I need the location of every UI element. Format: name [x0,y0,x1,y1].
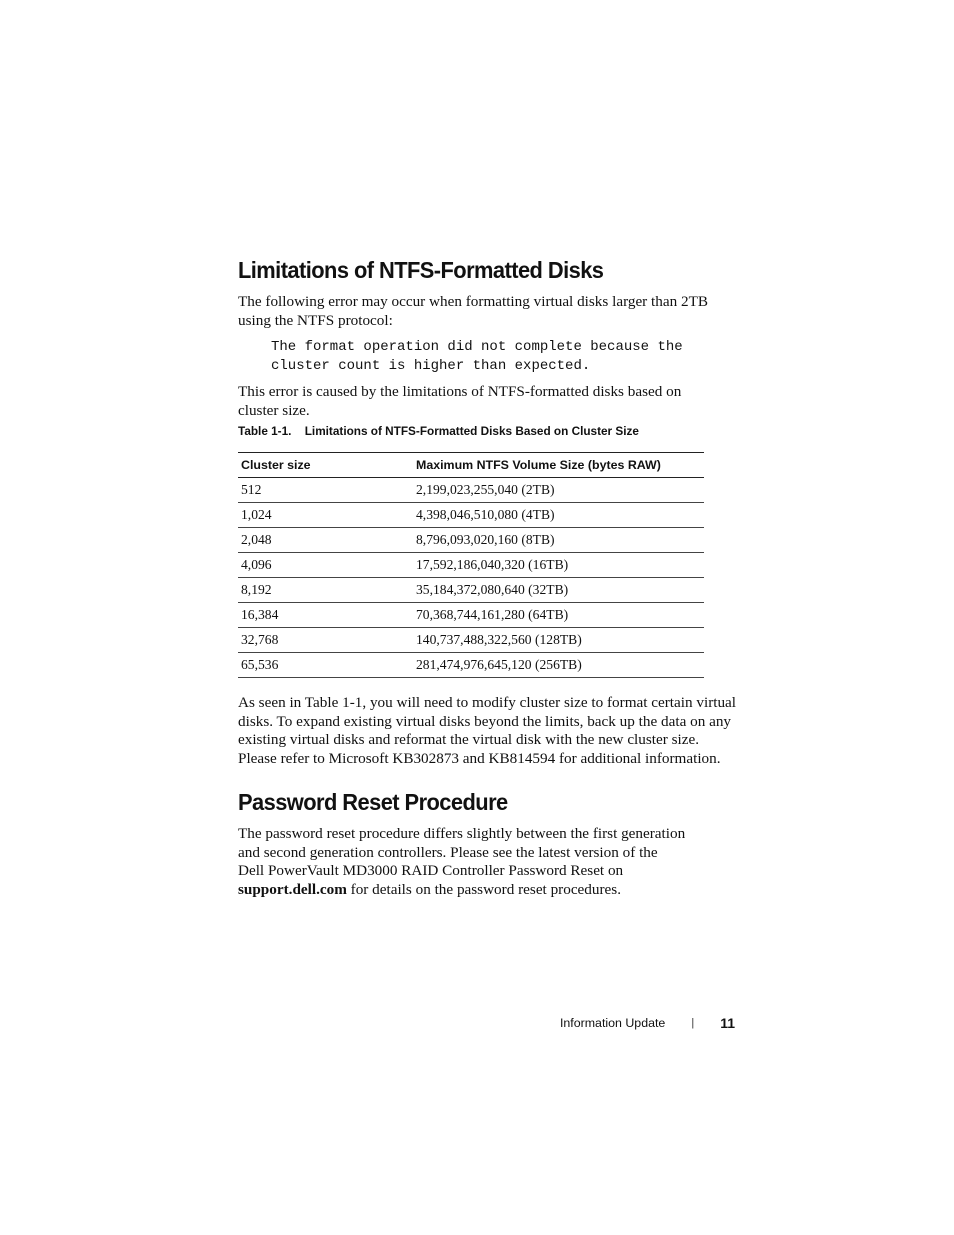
table-row [238,553,704,578]
cause-paragraph [238,383,736,420]
table-row [238,603,704,628]
section-heading-password-reset: Password Reset Procedure [238,789,508,815]
footer-separator: | [691,1017,695,1029]
error-message-code [271,338,683,375]
cell-cluster-size: 65,536 [238,653,413,678]
table-row [238,503,704,528]
text-line: Please refer to Microsoft KB302873 and KB814594 for additional information. [238,749,721,767]
cell-cluster-size: 1,024 [238,503,413,528]
cell-cluster-size: 32,768 [238,628,413,653]
cell-cluster-size: 16,384 [238,603,413,628]
table-row [238,628,704,653]
cell-max-volume-size: 4,398,046,510,080 (4TB) [413,503,704,528]
text-line-rest: for details on the password reset procedures. [346,880,621,898]
table-row [238,528,704,553]
code-line: cluster count is higher than expected. [271,357,591,374]
table-caption [238,424,639,438]
cell-max-volume-size: 8,796,093,020,160 (8TB) [413,528,704,553]
cluster-size-table [238,452,704,678]
password-reset-paragraph [238,825,736,899]
cell-max-volume-size: 70,368,744,161,280 (64TB) [413,603,704,628]
text-line: The password reset procedure differs slightly between the first generation [238,825,686,842]
text-line: Dell PowerVault MD3000 RAID Controller Password Reset on [238,862,624,880]
cell-max-volume-size: 2,199,023,255,040 (2TB) [413,478,704,503]
cluster-size-guidance-paragraph [238,694,736,768]
footer-document-title: Information Update [559,1016,666,1030]
table-caption-number: Table 1-1. [238,424,292,438]
cell-max-volume-size: 281,474,976,645,120 (256TB) [413,653,704,678]
page-footer [560,1015,735,1031]
cell-cluster-size: 8,192 [238,578,413,603]
column-header-max-volume-size: Maximum NTFS Volume Size (bytes RAW) [413,453,704,478]
column-header-cluster-size: Cluster size [238,453,413,478]
cell-max-volume-size: 35,184,372,080,640 (32TB) [413,578,704,603]
text-line: The following error may occur when formatting virtual disks larger than 2TB [238,293,708,310]
text-line: existing virtual disks and reformat the virtual disk with the new cluster size. [238,731,700,749]
cell-cluster-size: 2,048 [238,528,413,553]
cell-cluster-size: 512 [238,478,413,503]
text-line: This error is caused by the limitations of NTFS-formatted disks based on [238,383,682,400]
cell-max-volume-size: 140,737,488,322,560 (128TB) [413,628,704,653]
text-line [238,881,736,900]
support-site-link[interactable]: support.dell.com [238,880,347,898]
section-heading-ntfs-limitations: Limitations of NTFS-Formatted Disks [238,257,604,283]
text-line: using the NTFS protocol: [238,311,393,329]
table-row [238,653,704,678]
table-row [238,578,704,603]
page-number: 11 [720,1015,735,1031]
table-header-row [238,453,704,478]
text-line: and second generation controllers. Please see the latest version of the [238,843,658,861]
intro-paragraph [238,293,736,330]
table-caption-title: Limitations of NTFS-Formatted Disks Based on Cluster Size [304,424,639,438]
cell-cluster-size: 4,096 [238,553,413,578]
cell-max-volume-size: 17,592,186,040,320 (16TB) [413,553,704,578]
text-line: disks. To expand existing virtual disks beyond the limits, back up the data on any [238,712,732,730]
code-line: The format operation did not complete because the [271,339,683,355]
text-line: cluster size. [238,401,310,419]
text-line: As seen in Table 1-1, you will need to modify cluster size to format certain virtual [238,694,737,711]
table-row [238,478,704,503]
